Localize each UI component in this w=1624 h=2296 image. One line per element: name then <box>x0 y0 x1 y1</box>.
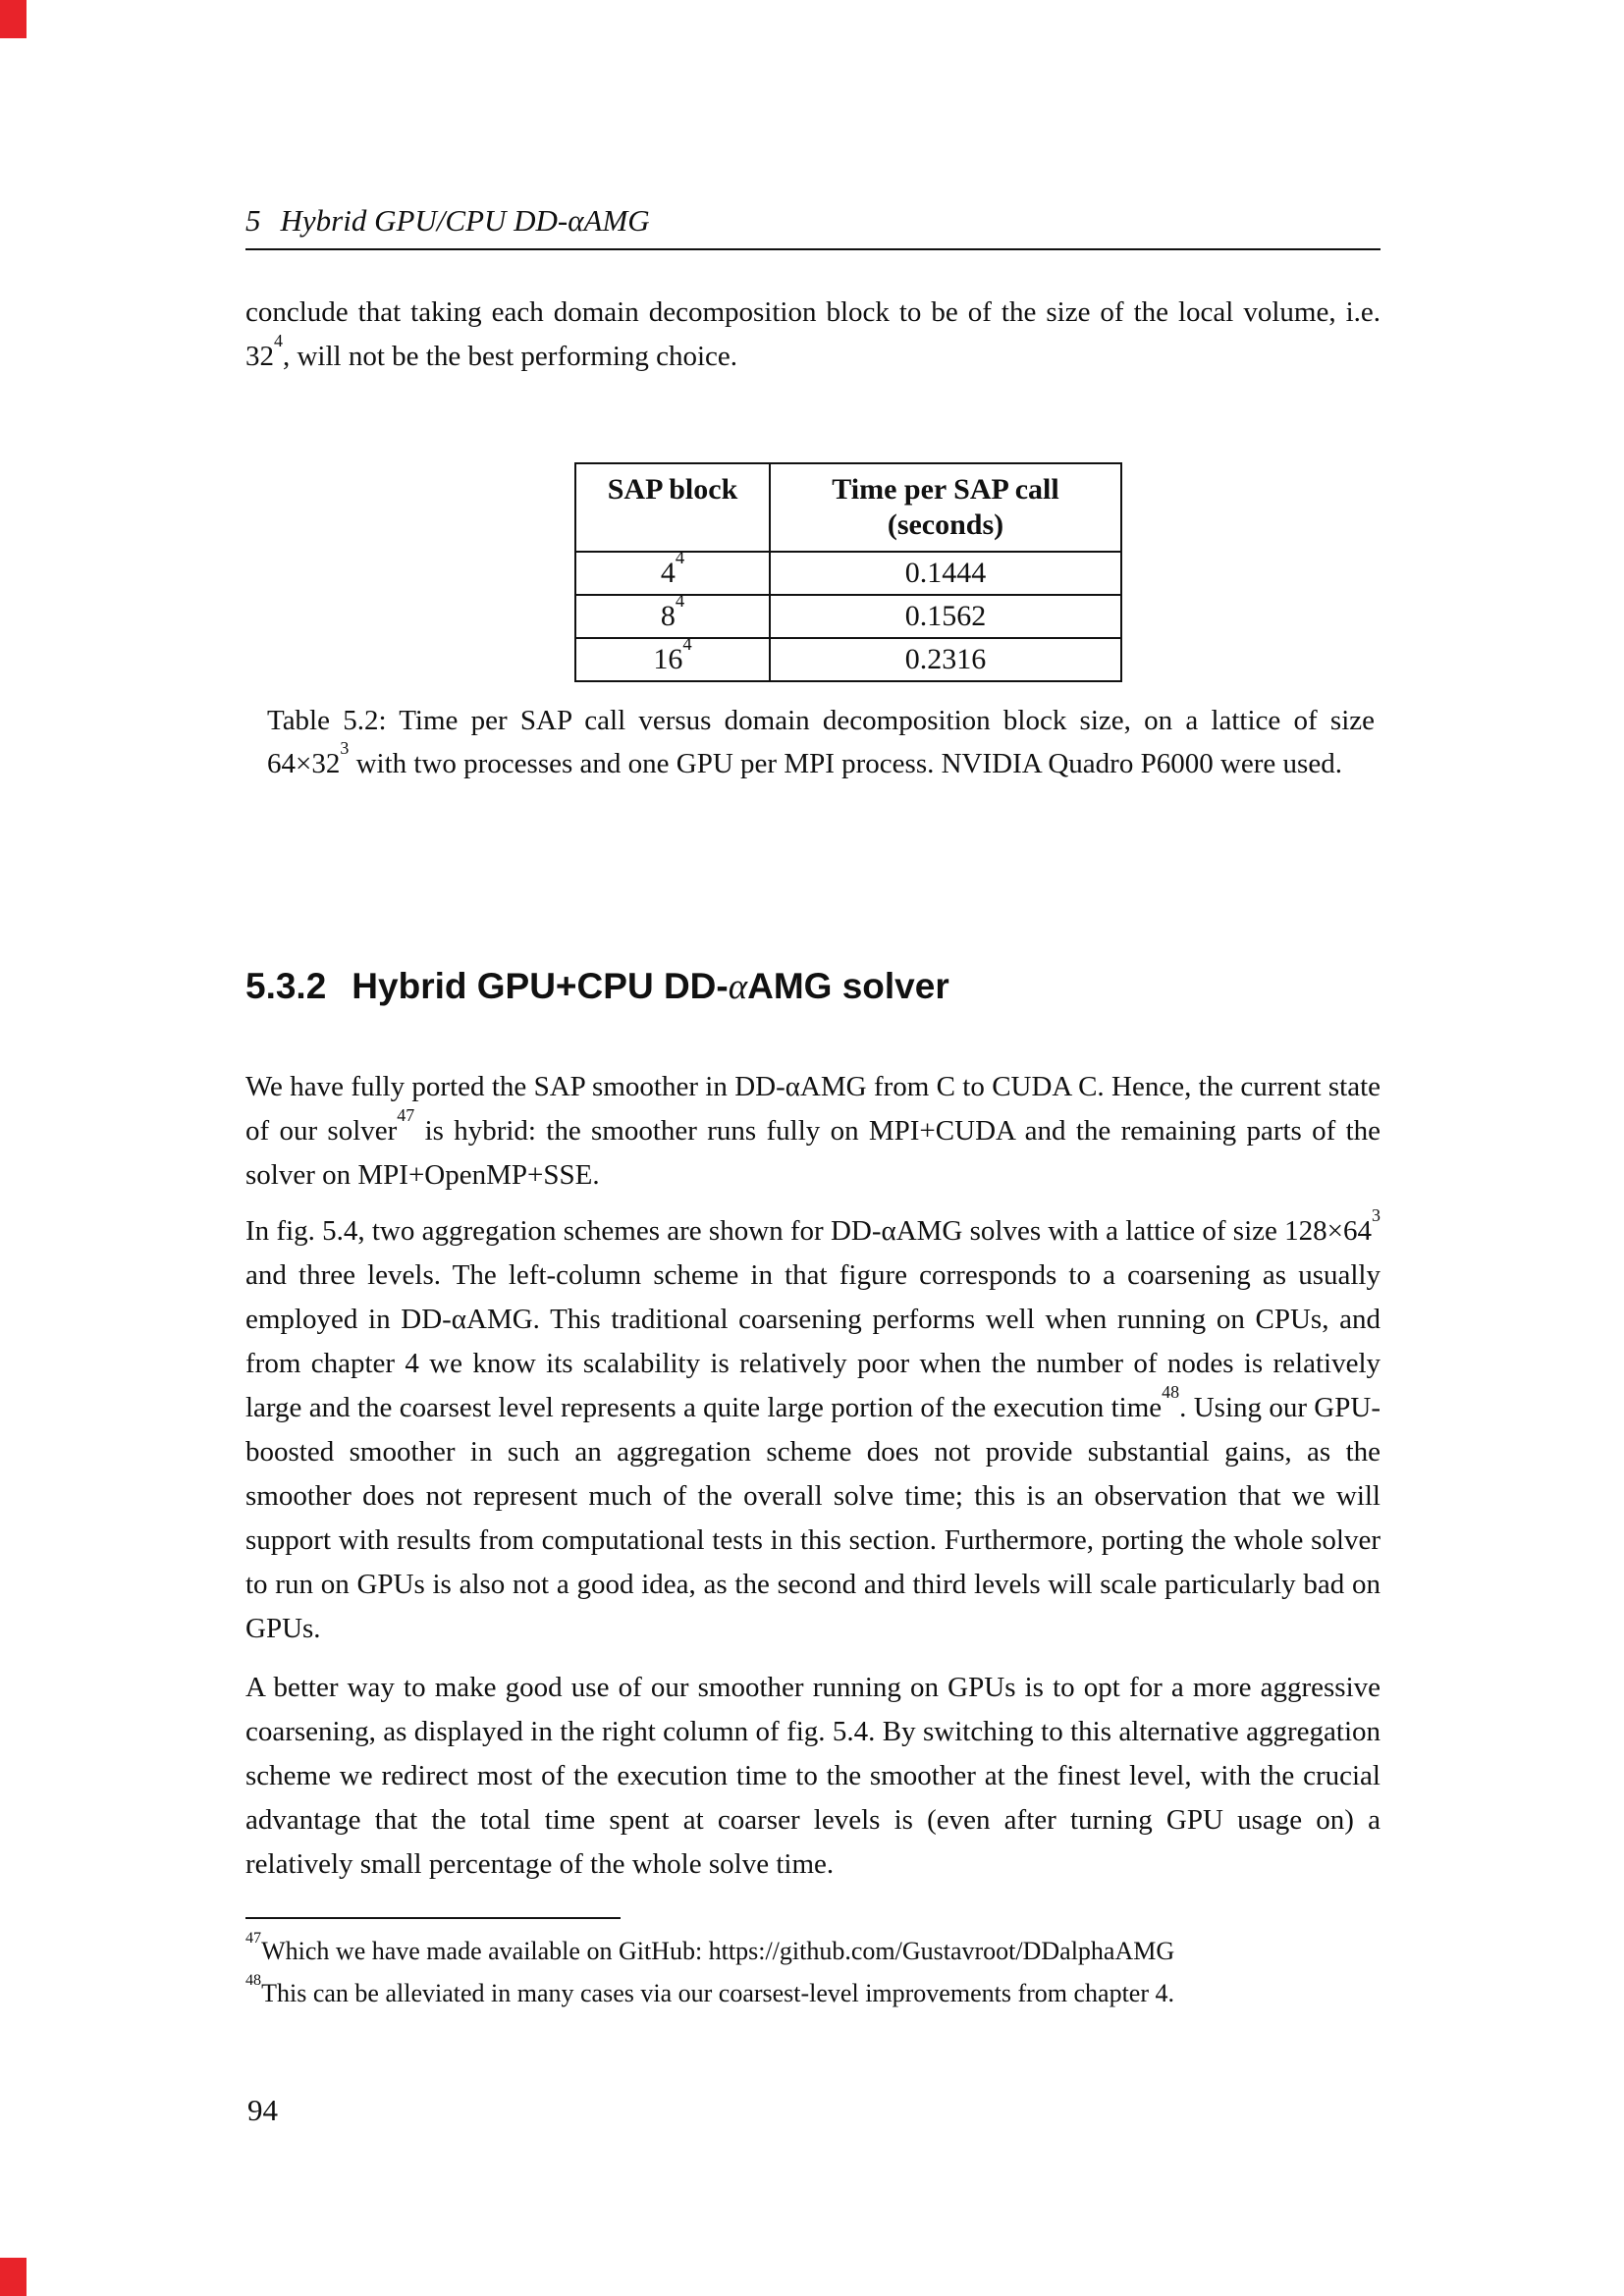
cell-time-value: 0.1444 <box>770 552 1121 595</box>
footnote-text github-url[interactable]: Which we have made available on GitHub: https://github.com/Gustavroot/DDalphaAMG <box>261 1937 1175 1965</box>
paragraph-text: In fig. 5.4, two aggregation schemes are shown for DD-αAMG solves with a lattice of size 128×64 <box>245 1215 1373 1247</box>
footnote-48 <box>245 1972 1380 2014</box>
cell-block-size <box>575 547 770 595</box>
alpha-symbol: α <box>728 967 748 1007</box>
footnote-reference-48: 48 <box>1162 1382 1180 1403</box>
table-header-line2: (seconds) <box>887 508 1004 541</box>
table-header-line1: Time per SAP call <box>832 473 1059 506</box>
intro-paragraph-text: conclude that taking each domain decomposition block to be of the size of the local volume, i.e. 32 <box>245 296 1380 372</box>
intro-paragraph-text: , will not be the best performing choice. <box>282 341 738 372</box>
paragraph-text: is hybrid: the smoother runs fully on MPI+CUDA and the remaining parts of the solver on MPI+OpenMP+SSE. <box>245 1115 1381 1191</box>
table-row <box>575 638 1121 681</box>
exponent: 3 <box>340 738 350 759</box>
running-header <box>245 202 1380 250</box>
page-corner-mark-bottom <box>0 2258 27 2296</box>
table-caption-text: Table 5.2: Time per SAP call versus domain decomposition block size, on a lattice of size 64×32 <box>267 705 1375 779</box>
table-header-sap-block: SAP block <box>575 463 770 552</box>
intro-paragraph <box>245 291 1380 379</box>
block-size-exponent: 4 <box>682 633 692 655</box>
cell-time-value: 0.2316 <box>770 638 1121 681</box>
table-header-time-per-call <box>770 463 1121 552</box>
section-title: AMG solver <box>747 966 949 1006</box>
block-size-exponent: 4 <box>675 590 685 612</box>
table-caption-text: with two processes and one GPU per MPI process. NVIDIA Quadro P6000 were used. <box>349 748 1342 779</box>
table-row <box>575 595 1121 638</box>
exponent: 3 <box>1372 1205 1380 1226</box>
block-size-base: 16 <box>653 643 683 675</box>
paragraph-text: We have fully ported the SAP smoother in DD-αAMG from C to CUDA C. Hence, the current state of our solver <box>245 1071 1380 1147</box>
footnote-47 <box>245 1930 1380 1972</box>
block-size-base: 4 <box>660 557 676 589</box>
exponent: 4 <box>274 331 283 351</box>
section-title: Hybrid GPU+CPU DD- <box>352 966 729 1006</box>
paragraph-text: A better way to make good use of our smoother running on GPUs is to opt for a more aggressive coarsening, as displayed in the right column of fig. 5.4. By switching to this alternative aggregation scheme we redirect most of the execution time to the smoother at the finest level, with the crucial advantage that the total time spent at coarser levels is (even after turning GPU usage on) a relatively small percentage of the whole solve time. <box>245 1672 1380 1880</box>
cell-block-size <box>575 633 770 681</box>
paragraph-text: and three levels. The left-column scheme in that figure corresponds to a coarsening as usually employed in DD-αAMG. This traditional coarsening performs well when running on CPUs, and from chapter 4 we know its scalability is relatively poor when the number of nodes is relatively large and the coarsest level represents a quite large portion of the execution time <box>245 1259 1380 1423</box>
chapter-number: 5 <box>245 203 261 238</box>
sap-timing-table <box>574 462 1122 682</box>
page-corner-mark-top <box>0 0 27 38</box>
cell-block-size <box>575 590 770 638</box>
block-size-base: 8 <box>660 600 676 632</box>
section-number: 5.3.2 <box>245 966 327 1006</box>
block-size-exponent: 4 <box>675 547 685 568</box>
table-row <box>575 552 1121 595</box>
section-heading <box>245 965 1424 1009</box>
paragraph <box>245 1666 1380 1887</box>
chapter-title: Hybrid GPU/CPU DD-αAMG <box>280 203 650 238</box>
cell-time-value: 0.1562 <box>770 595 1121 638</box>
footnote-text: This can be alleviated in many cases via our coarsest-level improvements from chapter 4. <box>261 1979 1174 2007</box>
footnote-rule <box>245 1917 621 1919</box>
footnotes <box>245 1930 1380 2014</box>
footnote-marker: 47 <box>245 1930 262 1948</box>
table-caption <box>267 699 1375 785</box>
paragraph <box>245 1065 1380 1198</box>
paragraph-text: . Using our GPU-boosted smoother in such an aggregation scheme does not provide substantial gains, as the smoother does not represent much of the overall solve time; this is an observation that we will support with results from computational tests in this section. Furthermore, porting the whole solver to run on GPUs is also not a good idea, as the second and third levels will scale particularly bad on GPUs. <box>245 1392 1380 1644</box>
page-number: 94 <box>247 2093 278 2127</box>
paragraph <box>245 1205 1380 1651</box>
table-header-row <box>575 463 1121 552</box>
footnote-marker: 48 <box>245 1972 262 1990</box>
footnote-reference-47: 47 <box>397 1105 415 1126</box>
